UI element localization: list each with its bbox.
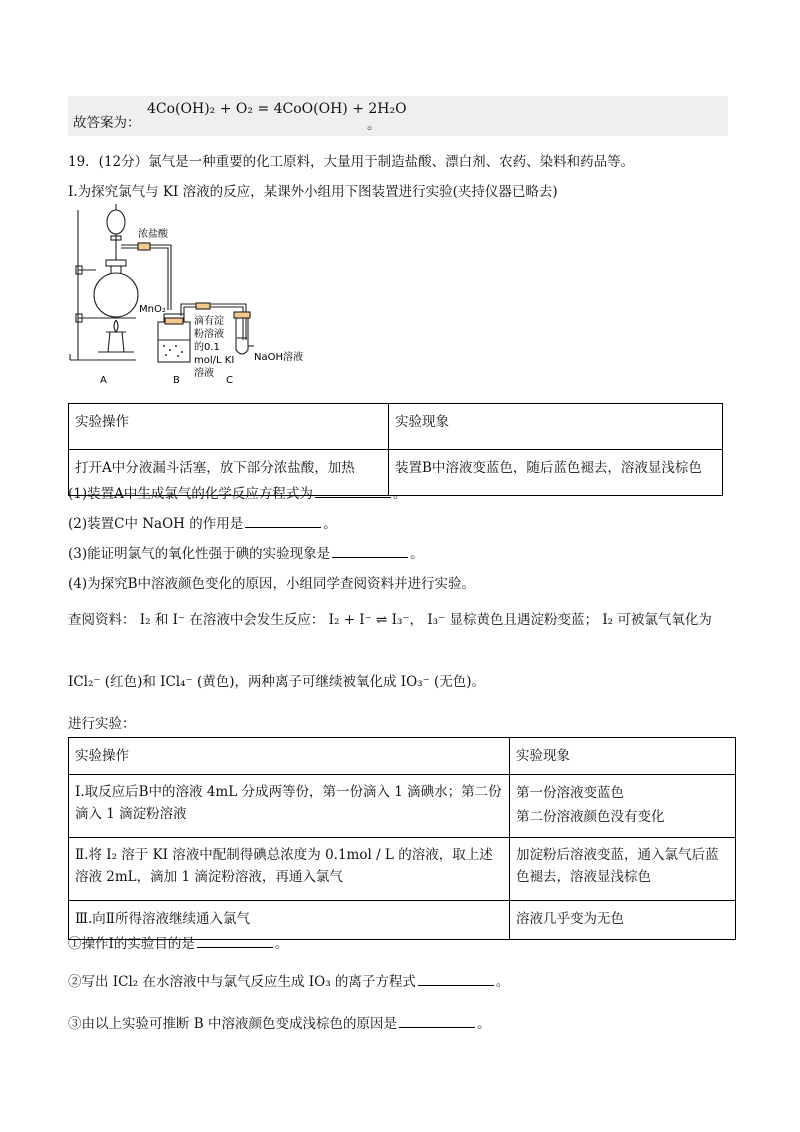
s2-c: 在水溶液中与氯气反应生成 (142, 974, 305, 990)
table2-row2-obs: 加淀粉后溶液变蓝，通入氯气后蓝色褪去，溶液显浅棕色 (510, 838, 736, 901)
table2-row1-op: Ⅰ.取反应后B中的溶液 4mL 分成两等份，第一份滴入 1 滴碘水；第二份滴入 1 滴淀粉溶液 (69, 775, 510, 838)
label-hcl: 浓盐酸 (138, 229, 168, 240)
q3-end: 。 (410, 546, 424, 562)
q1-blank (315, 484, 391, 498)
ref-c: I₂ + I⁻ ⇌ I₃⁻， (328, 612, 424, 628)
s2-e: 的离子方程式 (334, 974, 416, 990)
q1-text: (1)装置A中生成氯气的化学反应方程式为 (68, 486, 313, 502)
q3-line (68, 542, 424, 562)
answer-label: 故答案为： (73, 115, 141, 131)
reference-line-2: ICl₂⁻ (红色)和 ICl₄⁻ (黄色)，两种离子可继续被氧化成 IO₃⁻ (无色)。 (68, 674, 486, 690)
table1-header-obs: 实验现象 (389, 404, 723, 450)
label-b-line1: 滴有淀 (194, 316, 224, 327)
label-b-line5: 溶液 (194, 368, 214, 379)
s1-blank (197, 934, 273, 948)
label-b-line4: mol/L KI (194, 355, 235, 366)
experiment-intro: 进行实验： (68, 716, 136, 732)
question-19-title: 19．(12分）氯气是一种重要的化工原料，大量用于制造盐酸、漂白剂、农药、染料和药品等。 (68, 154, 635, 170)
s3-end: 。 (477, 1016, 491, 1032)
s2-blank (418, 972, 494, 986)
s2-b: ICl₂ (112, 974, 139, 990)
q3-blank (332, 544, 408, 558)
s3-line (68, 1012, 491, 1032)
s2-d: IO₃ (308, 974, 331, 990)
s3-blank (399, 1014, 475, 1028)
label-mno2: MnO₂ (139, 304, 166, 315)
table1-cell-op: 打开A中分液漏斗活塞，放下部分浓盐酸，加热 (69, 450, 389, 496)
table2-row2-op: Ⅱ.将 I₂ 溶于 KI 溶液中配制得碘总浓度为 0.1mol / L 的溶液，取上述溶液 2mL，滴加 1 滴淀粉溶液，再通入氯气 (69, 838, 510, 901)
label-c: C (226, 375, 233, 386)
part1-intro: Ⅰ.为探究氯气与 KI 溶液的反应，某课外小组用下图装置进行实验(夹持仪器已略去) (68, 184, 558, 200)
label-b: B (173, 375, 180, 386)
q4-line: (4)为探究B中溶液颜色变化的原因，小组同学查阅资料并进行实验。 (68, 576, 476, 592)
label-naoh: NaOH溶液 (254, 352, 303, 363)
answer-end: 。 (367, 117, 381, 133)
q1-end: 。 (392, 486, 407, 502)
q1-line (68, 482, 406, 502)
s2-a: ②写出 (68, 974, 109, 990)
s1-text: ①操作Ⅰ的实验目的是 (68, 936, 195, 952)
ref-b: I₂ 和 I⁻ 在溶液中会发生反应： (139, 612, 325, 628)
table2-row3-obs: 溶液几乎变为无色 (510, 901, 736, 940)
s2-end: 。 (495, 974, 510, 990)
table2-header-op: 实验操作 (69, 738, 510, 775)
q2-blank (245, 514, 321, 528)
experiment-table-2 (68, 737, 736, 940)
table2-row1-obs (510, 775, 736, 838)
s3-text: ③由以上实验可推断 B 中溶液颜色变成浅棕色的原因是 (68, 1016, 398, 1032)
answer-equation: 4Co(OH)₂ + O₂ = 4CoO(OH) + 2H₂O (147, 101, 407, 117)
table2-row3-op: Ⅲ.向Ⅱ所得溶液继续通入氯气 (69, 901, 510, 940)
ref-a: 查阅资料： (68, 612, 136, 628)
table2-header-obs: 实验现象 (510, 738, 736, 775)
q2-text: (2)装置C中 NaOH 的作用是 (68, 516, 244, 532)
q2-line (68, 512, 337, 532)
label-a: A (100, 375, 107, 386)
table2-row1-obs-line2: 第二份溶液颜色没有变化 (516, 809, 665, 825)
table1-cell-obs: 装置B中溶液变蓝色，随后蓝色褪去，溶液显浅棕色 (389, 450, 723, 496)
label-b-line2: 粉溶液 (194, 329, 224, 340)
table2-row1-obs-line1: 第一份溶液变蓝色 (516, 785, 624, 801)
q2-end: 。 (323, 516, 337, 532)
q3-text: (3)能证明氯气的氧化性强于碘的实验现象是 (68, 546, 331, 562)
ref-e: I₂ 可被氯气氧化为 (602, 612, 712, 628)
label-b-line3: 的0.1 (194, 342, 220, 353)
s1-line (68, 932, 288, 952)
table1-header-op: 实验操作 (69, 404, 389, 450)
reference-line-1 (68, 608, 712, 628)
ref-d: I₃⁻ 显棕黄色且遇淀粉变蓝； (427, 612, 599, 628)
apparatus-diagram (66, 200, 326, 390)
s1-end: 。 (274, 936, 289, 952)
s2-line (68, 970, 509, 990)
